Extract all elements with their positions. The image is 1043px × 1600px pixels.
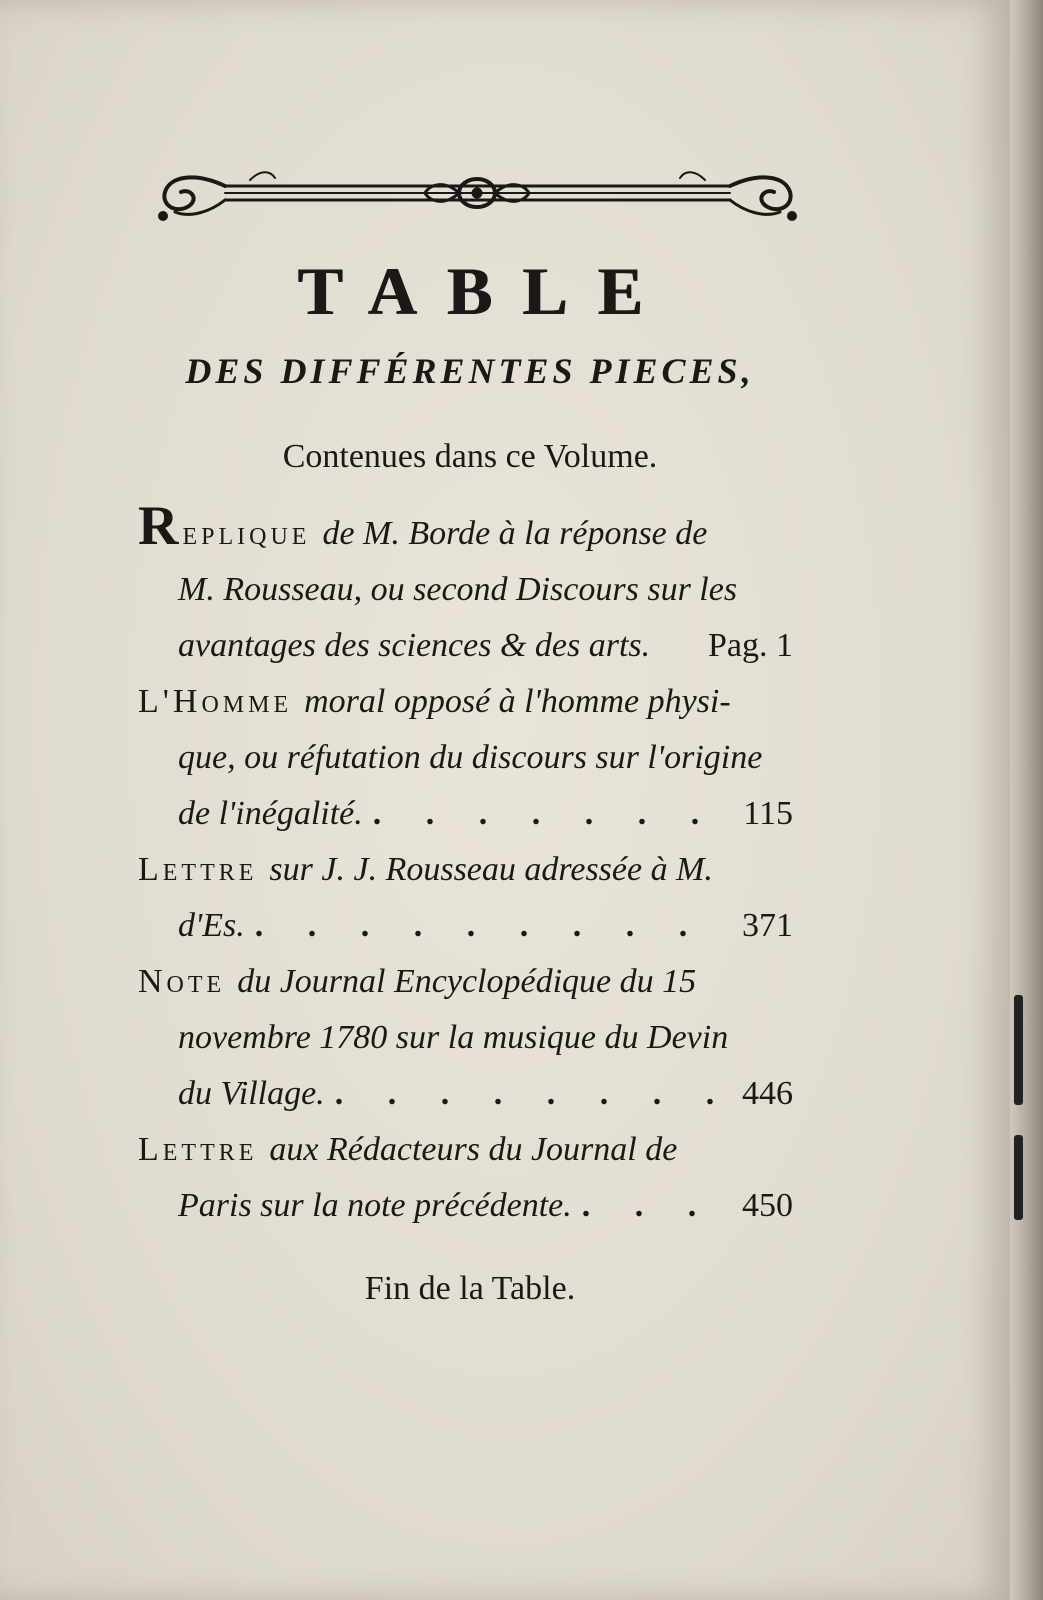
page-number: 450 (742, 1187, 793, 1224)
entry-text: que, ou réfutation du discours sur l'origine (178, 739, 763, 776)
entry-text: d'Es. (178, 907, 245, 944)
page-subtitle: DES DIFFÉRENTES PIECES, (185, 351, 755, 391)
entry-text: aux Rédacteurs du Journal de (269, 1131, 678, 1168)
drop-cap: R (138, 506, 183, 557)
binding-mark (1014, 1135, 1023, 1220)
toc-entry (138, 1122, 793, 1234)
page-edge (1010, 0, 1043, 1600)
entry-text: sur J. J. Rousseau adressée à M. (269, 851, 713, 888)
entry-lead-word: L'Homme (138, 683, 293, 720)
entry-text: de M. Borde à la réponse de (322, 515, 708, 552)
toc-entry (138, 954, 793, 1122)
page-number: Pag. 1 (708, 627, 793, 664)
page-number: 446 (742, 1075, 793, 1112)
entry-lead-word: Lettre (138, 851, 258, 888)
contents-caption: Contenues dans ce Volume. (282, 438, 658, 475)
dot-leader (373, 786, 733, 842)
toc-entry (138, 506, 793, 674)
end-of-table-note: Fin de la Table. (364, 1270, 576, 1307)
binding-mark (1014, 995, 1023, 1105)
entry-text: moral opposé à l'homme physi- (304, 683, 731, 720)
entry-lead-word: Lettre (138, 1131, 258, 1168)
entry-text: du Village. (178, 1075, 325, 1112)
dot-leader (335, 1066, 732, 1122)
toc-entry (138, 674, 793, 842)
page-number: 371 (742, 907, 793, 944)
ornamental-headpiece-icon (155, 162, 800, 224)
entry-text: M. Rousseau, ou second Discours sur les (178, 571, 738, 608)
entry-text: avantages des sciences & des arts. (178, 627, 651, 664)
entry-text: Paris sur la note précédente. (178, 1187, 572, 1224)
entry-text: du Journal Encyclopédique du 15 (237, 963, 697, 1000)
entry-text: novembre 1780 sur la musique du Devin (178, 1019, 729, 1056)
page-title: TABLE (297, 253, 673, 329)
dot-leader (582, 1178, 732, 1234)
entry-lead-word: Replique (138, 506, 310, 562)
table-of-contents (138, 506, 793, 1234)
toc-entry (138, 842, 793, 954)
entry-text: de l'inégalité. (178, 795, 363, 832)
page-number: 115 (743, 795, 793, 832)
entry-lead-word: Note (138, 963, 226, 1000)
dot-leader (255, 898, 732, 954)
